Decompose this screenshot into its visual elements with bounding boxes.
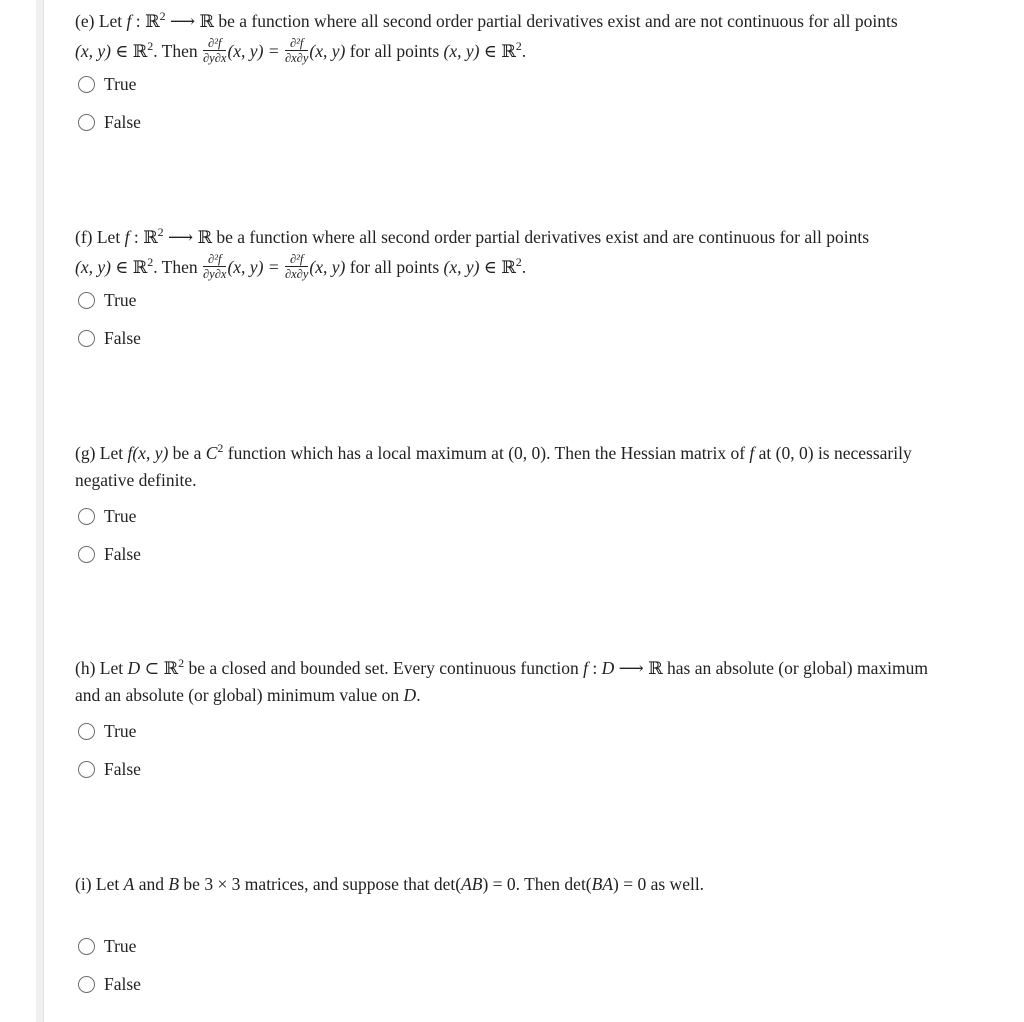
question-label: (e) — [75, 11, 95, 31]
question-e-prompt — [75, 8, 1005, 68]
text: Let — [95, 874, 120, 894]
math-reals: ℝ — [132, 257, 148, 277]
text: . Then — [153, 257, 198, 277]
math-reals: ℝ — [501, 257, 516, 277]
arrow: ⟶ — [618, 658, 644, 678]
text: be a — [172, 443, 202, 463]
option-label: True — [104, 289, 137, 310]
text: ∈ — [115, 257, 129, 277]
fraction-numerator: ∂²f — [203, 37, 226, 51]
option-label: False — [104, 758, 141, 779]
option-label: False — [104, 327, 141, 348]
math-reals: ℝ — [501, 41, 516, 61]
question-g — [75, 440, 1005, 564]
radio-button[interactable] — [78, 761, 95, 778]
text: . — [521, 257, 527, 277]
question-f — [75, 224, 1005, 348]
fraction-numerator: ∂²f — [285, 37, 308, 51]
math-reals: ℝ — [648, 658, 663, 678]
option-false[interactable] — [78, 757, 141, 781]
text: and an absolute (or global) minimum value on — [75, 685, 400, 705]
math-point: (x, y) — [75, 257, 111, 277]
text: be a closed and bounded set. Every continuous function — [188, 658, 579, 678]
radio-button[interactable] — [78, 76, 95, 93]
text: : — [135, 11, 141, 31]
math-arg: (x, y) — [309, 41, 346, 61]
radio-button[interactable] — [78, 976, 95, 993]
math-d: D — [127, 658, 141, 678]
math-c: C — [205, 443, 218, 463]
math-reals: ℝ — [143, 227, 158, 247]
text: at (0, 0) is necessarily — [758, 443, 912, 463]
superscript: 2 — [515, 255, 522, 269]
fraction-numerator: ∂²f — [285, 253, 308, 267]
option-label: True — [104, 505, 137, 526]
superscript: 2 — [147, 39, 154, 53]
text: Let — [99, 658, 124, 678]
text: be 3 × 3 matrices, and suppose that det( — [183, 874, 462, 894]
option-false[interactable] — [78, 326, 141, 350]
superscript: 2 — [147, 255, 154, 269]
text: ∈ — [483, 41, 497, 61]
partial-fraction — [203, 37, 226, 64]
math-arg: (x, y) = — [227, 257, 280, 277]
text: and — [138, 874, 164, 894]
math-reals: ℝ — [163, 658, 179, 678]
text: be a function where all second order partial derivatives exist and are not continuous for all points — [218, 11, 898, 31]
math-f: f — [124, 227, 130, 247]
question-h-prompt — [75, 655, 1005, 709]
math-f: f — [126, 11, 132, 31]
math-d: D — [601, 658, 615, 678]
page-left-border — [36, 0, 44, 1022]
question-g-prompt — [75, 440, 1005, 494]
math-reals: ℝ — [145, 11, 160, 31]
text: Let — [98, 11, 123, 31]
text: has an absolute (or global) maximum — [667, 658, 928, 678]
fraction-denominator: ∂y∂x — [203, 267, 227, 282]
math-f: f — [749, 443, 755, 463]
radio-button[interactable] — [78, 938, 95, 955]
text: ⊂ — [144, 658, 160, 678]
fraction-numerator: ∂²f — [203, 253, 226, 267]
math-a: A — [123, 874, 135, 894]
radio-button[interactable] — [78, 292, 95, 309]
math-point: (x, y) — [443, 257, 480, 277]
option-false[interactable] — [78, 972, 141, 996]
question-i-prompt — [75, 871, 1005, 898]
question-label: (f) — [75, 227, 93, 247]
math-ab: AB — [461, 874, 483, 894]
math-ba: BA — [591, 874, 614, 894]
text: : — [133, 227, 139, 247]
question-label: (g) — [75, 443, 96, 463]
question-label: (i) — [75, 874, 92, 894]
radio-button[interactable] — [78, 330, 95, 347]
superscript: 2 — [178, 656, 185, 670]
math-b: B — [168, 874, 180, 894]
option-true[interactable] — [78, 934, 136, 958]
superscript: 2 — [159, 9, 166, 23]
fraction-denominator: ∂x∂y — [284, 267, 309, 282]
option-true[interactable] — [78, 72, 136, 96]
option-label: False — [104, 973, 141, 994]
option-label: False — [104, 543, 141, 564]
fraction-denominator: ∂y∂x — [203, 51, 227, 66]
text: be a function where all second order partial derivatives exist and are continuous for all points — [216, 227, 870, 247]
math-arg: (x, y) — [309, 257, 346, 277]
partial-fraction — [285, 253, 308, 280]
text: ∈ — [483, 257, 497, 277]
radio-button[interactable] — [78, 723, 95, 740]
radio-button[interactable] — [78, 114, 95, 131]
option-label: True — [104, 935, 137, 956]
question-h — [75, 655, 1005, 779]
text: ) = 0. Then det( — [482, 874, 592, 894]
text: for all points — [349, 257, 440, 277]
question-e — [75, 8, 1005, 132]
math-reals: ℝ — [197, 227, 212, 247]
option-true[interactable] — [78, 504, 136, 528]
arrow: ⟶ — [167, 227, 194, 247]
option-label: True — [104, 720, 137, 741]
partial-fraction — [285, 37, 308, 64]
text: : — [592, 658, 598, 678]
math-f: f(x, y) — [127, 443, 169, 463]
option-true[interactable] — [78, 719, 136, 743]
text: negative definite. — [75, 470, 197, 490]
text: . — [521, 41, 527, 61]
math-reals: ℝ — [199, 11, 214, 31]
arrow: ⟶ — [169, 11, 196, 31]
text: . Then — [153, 41, 198, 61]
question-i — [75, 871, 1005, 994]
text: . — [416, 685, 421, 705]
text: Let — [99, 443, 124, 463]
fraction-denominator: ∂x∂y — [284, 51, 309, 66]
partial-fraction — [203, 253, 226, 280]
text: Let — [96, 227, 121, 247]
option-false[interactable] — [78, 110, 141, 134]
option-true[interactable] — [78, 288, 136, 312]
radio-button[interactable] — [78, 508, 95, 525]
math-arg: (x, y) = — [227, 41, 280, 61]
math-f: f — [583, 658, 588, 678]
question-label: (h) — [75, 658, 96, 678]
option-label: False — [104, 111, 141, 132]
text: function which has a local maximum at (0, 0). Then the Hessian matrix of — [227, 443, 746, 463]
text: ) = 0 as well. — [613, 874, 705, 894]
option-false[interactable] — [78, 542, 141, 566]
option-label: True — [104, 73, 137, 94]
math-point: (x, y) — [75, 41, 111, 61]
superscript: 2 — [217, 441, 224, 455]
superscript: 2 — [515, 39, 522, 53]
radio-button[interactable] — [78, 546, 95, 563]
math-reals: ℝ — [132, 41, 148, 61]
question-f-prompt — [75, 224, 1005, 284]
math-point: (x, y) — [443, 41, 480, 61]
text: ∈ — [115, 41, 129, 61]
superscript: 2 — [157, 225, 164, 239]
math-d: D — [403, 685, 417, 705]
text: for all points — [349, 41, 440, 61]
